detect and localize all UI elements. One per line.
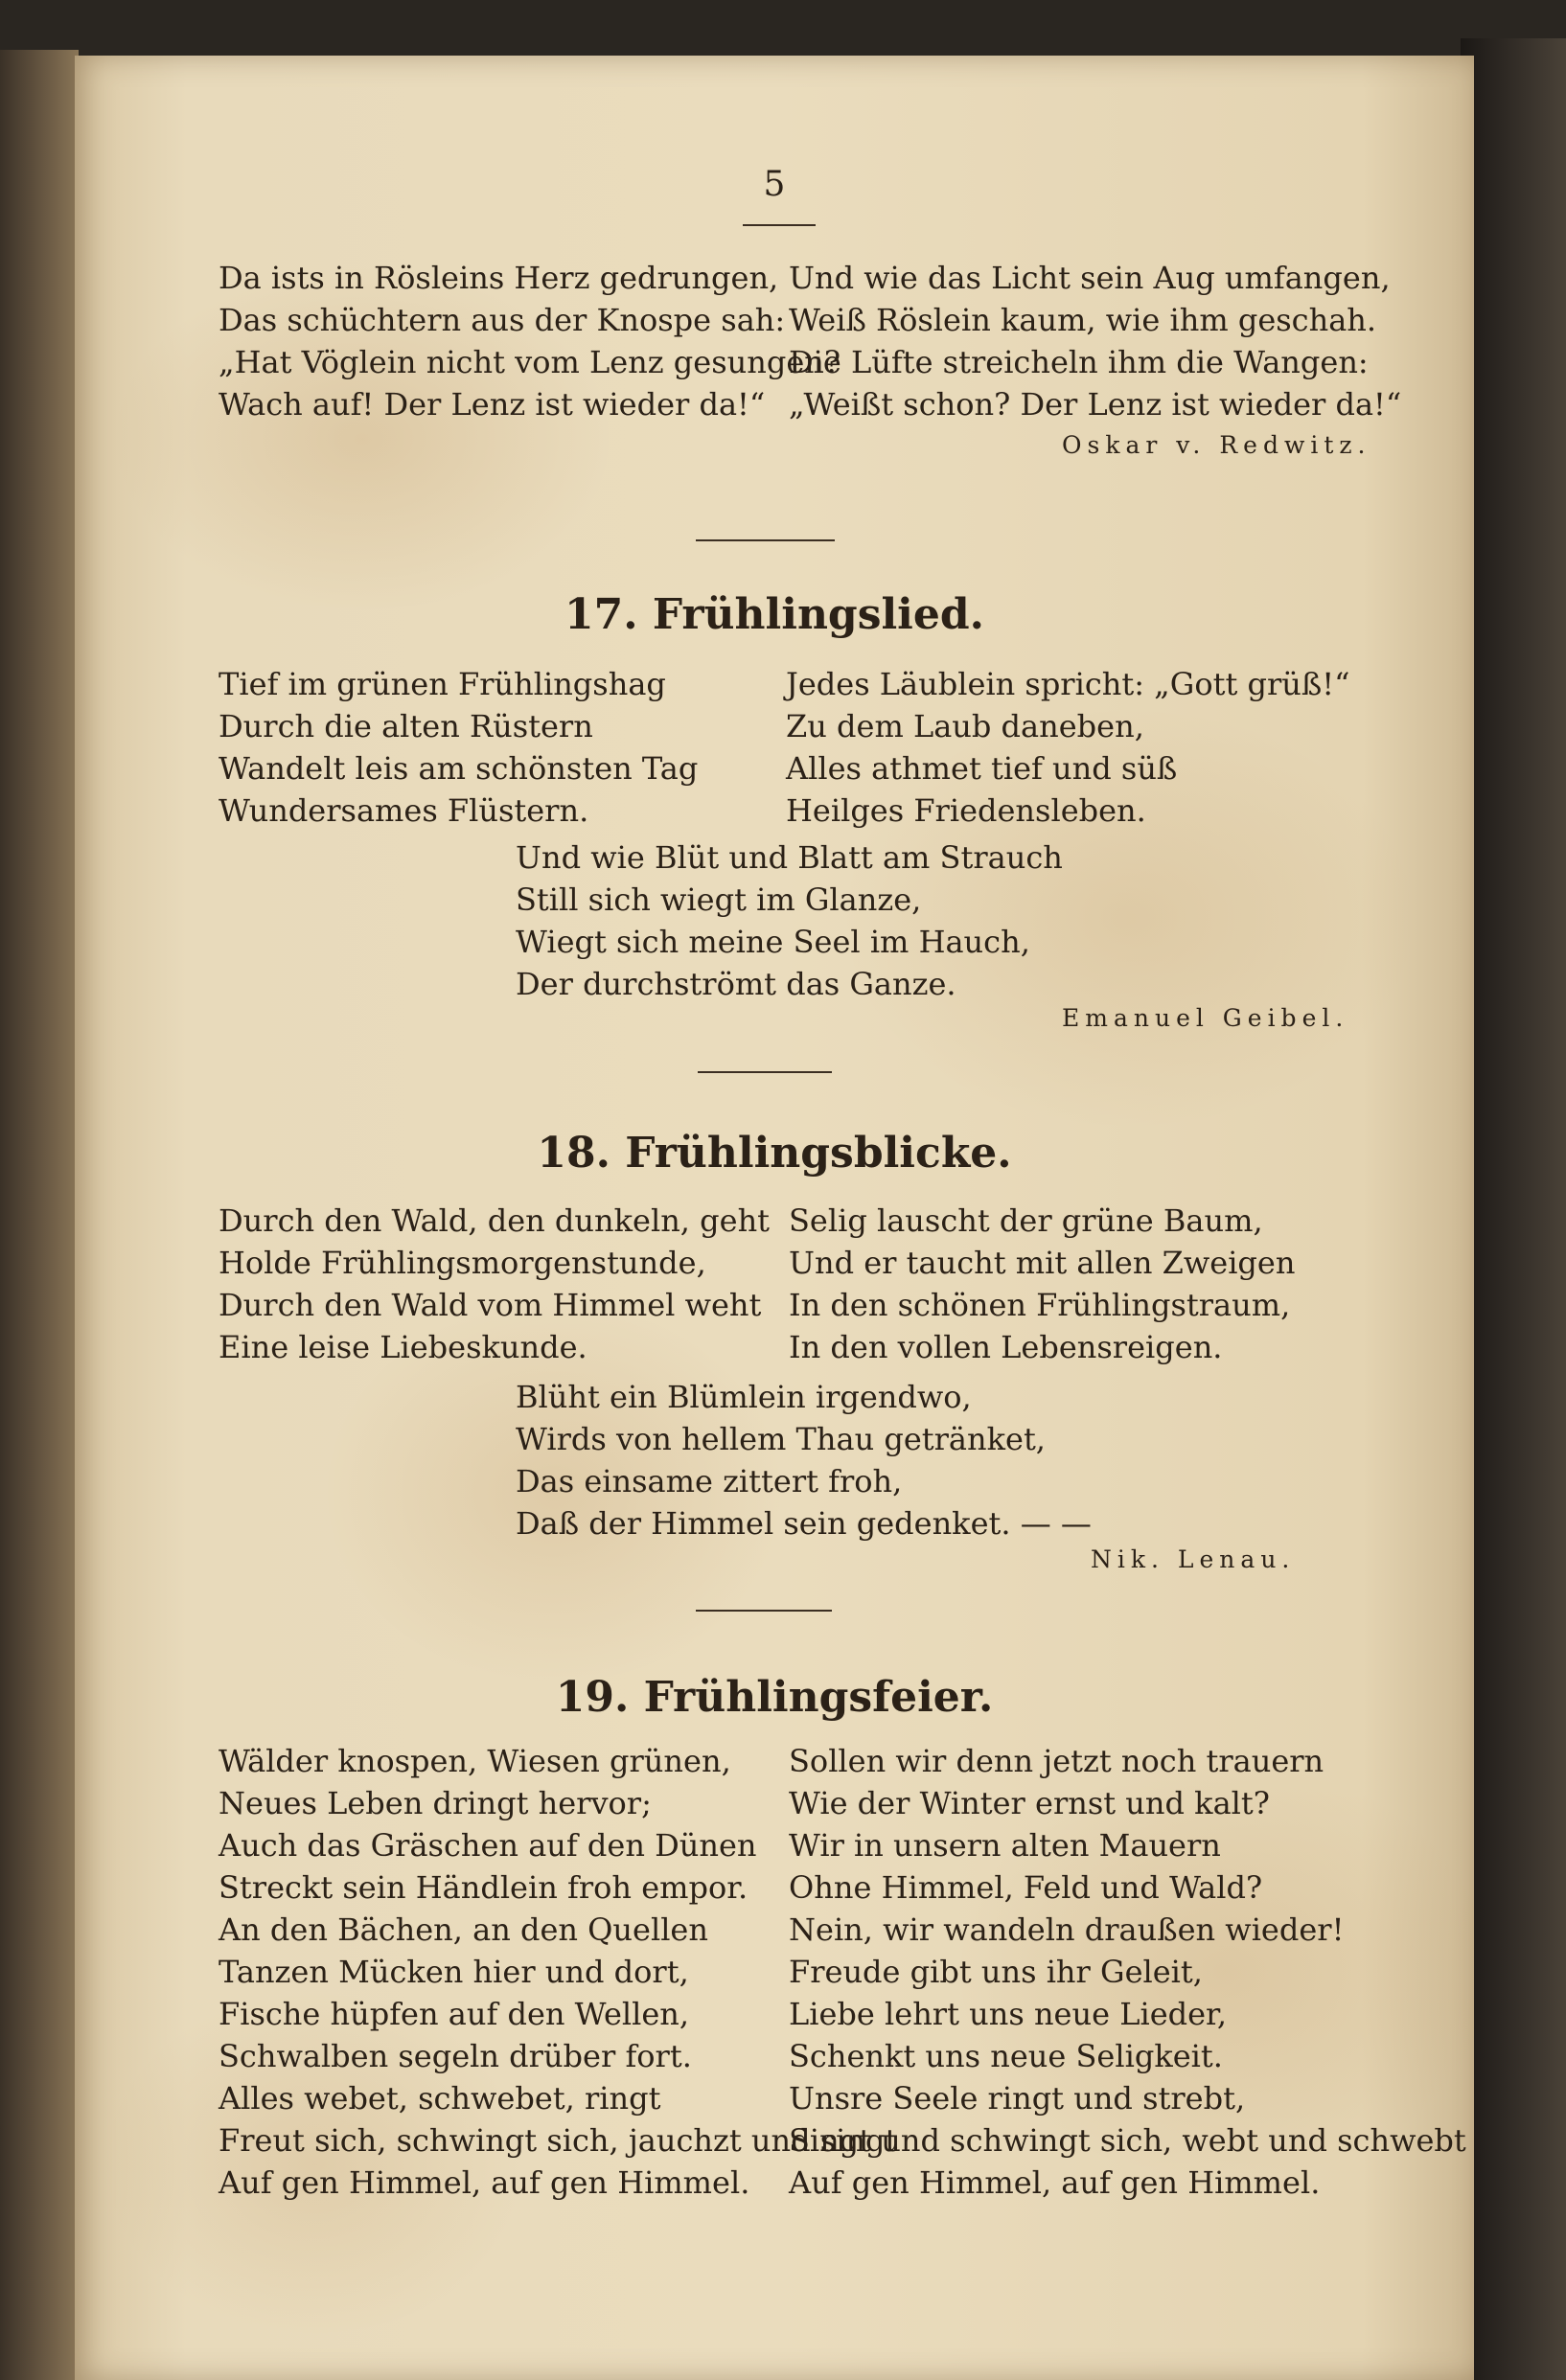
verse-line: Tanzen Mücken hier und dort, [219, 1954, 689, 1990]
poem18-title: 18. Frühlingsblicke. [537, 1129, 1012, 1178]
section-divider [698, 1071, 832, 1073]
verse-line: Alles athmet tief und süß [786, 750, 1178, 787]
verse-line: Wundersames Flüstern. [219, 792, 589, 829]
book-page [75, 56, 1474, 2380]
verse-line: Der durchströmt das Ganze. [516, 966, 956, 1002]
poem19-right-column [789, 1740, 1466, 2204]
verse-line: Heilges Friedensleben. [786, 792, 1146, 829]
poem16-author: Oskar v. Redwitz. [1062, 431, 1371, 459]
verse-line: Eine leise Liebeskunde. [219, 1329, 587, 1365]
verse-line: „Weißt schon? Der Lenz ist wieder da!“ [789, 386, 1402, 423]
verse-line: Wälder knospen, Wiesen grünen, [219, 1743, 731, 1779]
verse-line: Streckt sein Händlein froh empor. [219, 1869, 748, 1906]
verse-line: Das schüchtern aus der Knospe sah: [219, 302, 786, 338]
verse-line: Durch den Wald vom Himmel weht [219, 1287, 762, 1323]
verse-line: Sollen wir denn jetzt noch trauern [789, 1743, 1324, 1779]
poem17-left-column [219, 663, 698, 832]
poem18-author: Nik. Lenau. [1091, 1545, 1296, 1573]
verse-line: In den vollen Lebensreigen. [789, 1329, 1223, 1365]
verse-line: Das einsame zittert froh, [516, 1463, 903, 1499]
verse-line: Holde Frühlingsmorgenstunde, [219, 1245, 706, 1281]
poem16-right-column [789, 257, 1401, 425]
verse-line: Wirds von hellem Thau getränket, [516, 1421, 1046, 1457]
verse-line: Auf gen Himmel, auf gen Himmel. [789, 2164, 1321, 2201]
verse-line: Auf gen Himmel, auf gen Himmel. [219, 2164, 750, 2201]
verse-line: Da ists in Rösleins Herz gedrungen, [219, 260, 779, 296]
verse-line: Die Lüfte streicheln ihm die Wangen: [789, 344, 1369, 380]
verse-line: Ohne Himmel, Feld und Wald? [789, 1869, 1263, 1906]
poem18-right-column [789, 1200, 1295, 1368]
verse-line: Blüht ein Blümlein irgendwo, [516, 1379, 972, 1415]
verse-line: Still sich wiegt im Glanze, [516, 881, 922, 918]
poem17-author: Emanuel Geibel. [1062, 1004, 1349, 1032]
section-divider [696, 539, 835, 541]
verse-line: Durch die alten Rüstern [219, 708, 593, 744]
book-cover-left [0, 50, 79, 2380]
verse-line: Selig lauscht der grüne Baum, [789, 1202, 1263, 1239]
verse-line: Zu dem Laub daneben, [786, 708, 1144, 744]
book-cover-right [1461, 38, 1566, 2380]
verse-line: Auch das Gräschen auf den Dünen [219, 1827, 757, 1864]
verse-line: „Hat Vöglein nicht vom Lenz gesungen? [219, 344, 841, 380]
verse-line: Wach auf! Der Lenz ist wieder da!“ [219, 386, 766, 423]
page-number: 5 [763, 165, 786, 204]
poem16-left-column [219, 257, 841, 425]
verse-line: Liebe lehrt uns neue Lieder, [789, 1996, 1227, 2032]
verse-line: Wir in unsern alten Mauern [789, 1827, 1221, 1864]
poem18-left-column [219, 1200, 770, 1368]
verse-line: Fische hüpfen auf den Wellen, [219, 1996, 690, 2032]
verse-line: Durch den Wald, den dunkeln, geht [219, 1202, 771, 1239]
section-divider [696, 1610, 832, 1612]
verse-line: Schwalben segeln drüber fort. [219, 2038, 692, 2074]
poem17-title: 17. Frühlingslied. [564, 590, 984, 639]
verse-line: Neues Leben dringt hervor; [219, 1785, 652, 1821]
verse-line: In den schönen Frühlingstraum, [789, 1287, 1291, 1323]
verse-line: Nein, wir wandeln draußen wieder! [789, 1911, 1345, 1948]
verse-line: Wiegt sich meine Seel im Hauch, [516, 924, 1030, 960]
verse-line: Schenkt uns neue Seligkeit. [789, 2038, 1223, 2074]
poem17-right-column [786, 663, 1349, 832]
verse-line: Wandelt leis am schönsten Tag [219, 750, 699, 787]
verse-line: Freude gibt uns ihr Geleit, [789, 1954, 1203, 1990]
verse-line: An den Bächen, an den Quellen [219, 1911, 708, 1948]
verse-line: Alles webet, schwebet, ringt [219, 2080, 661, 2117]
poem19-title: 19. Frühlingsfeier. [555, 1673, 994, 1722]
verse-line: Daß der Himmel sein gedenket. — — [516, 1505, 1092, 1542]
poem17-center-stanza [516, 836, 1063, 1005]
verse-line: Freut sich, schwingt sich, jauchzt und singt [219, 2122, 898, 2159]
verse-line: Weiß Röslein kaum, wie ihm geschah. [789, 302, 1377, 338]
verse-line: Und wie Blüt und Blatt am Strauch [516, 839, 1063, 876]
verse-line: Jedes Läublein spricht: „Gott grüß!“ [786, 666, 1350, 702]
verse-line: Und wie das Licht sein Aug umfangen, [789, 260, 1391, 296]
verse-line: Singt und schwingt sich, webt und schwebt [789, 2122, 1466, 2159]
verse-line: Und er taucht mit allen Zweigen [789, 1245, 1296, 1281]
verse-line: Wie der Winter ernst und kalt? [789, 1785, 1270, 1821]
verse-line: Tief im grünen Frühlingshag [219, 666, 666, 702]
page-number-rule [743, 224, 816, 226]
poem18-center-stanza [516, 1376, 1092, 1545]
verse-line: Unsre Seele ringt und strebt, [789, 2080, 1246, 2117]
